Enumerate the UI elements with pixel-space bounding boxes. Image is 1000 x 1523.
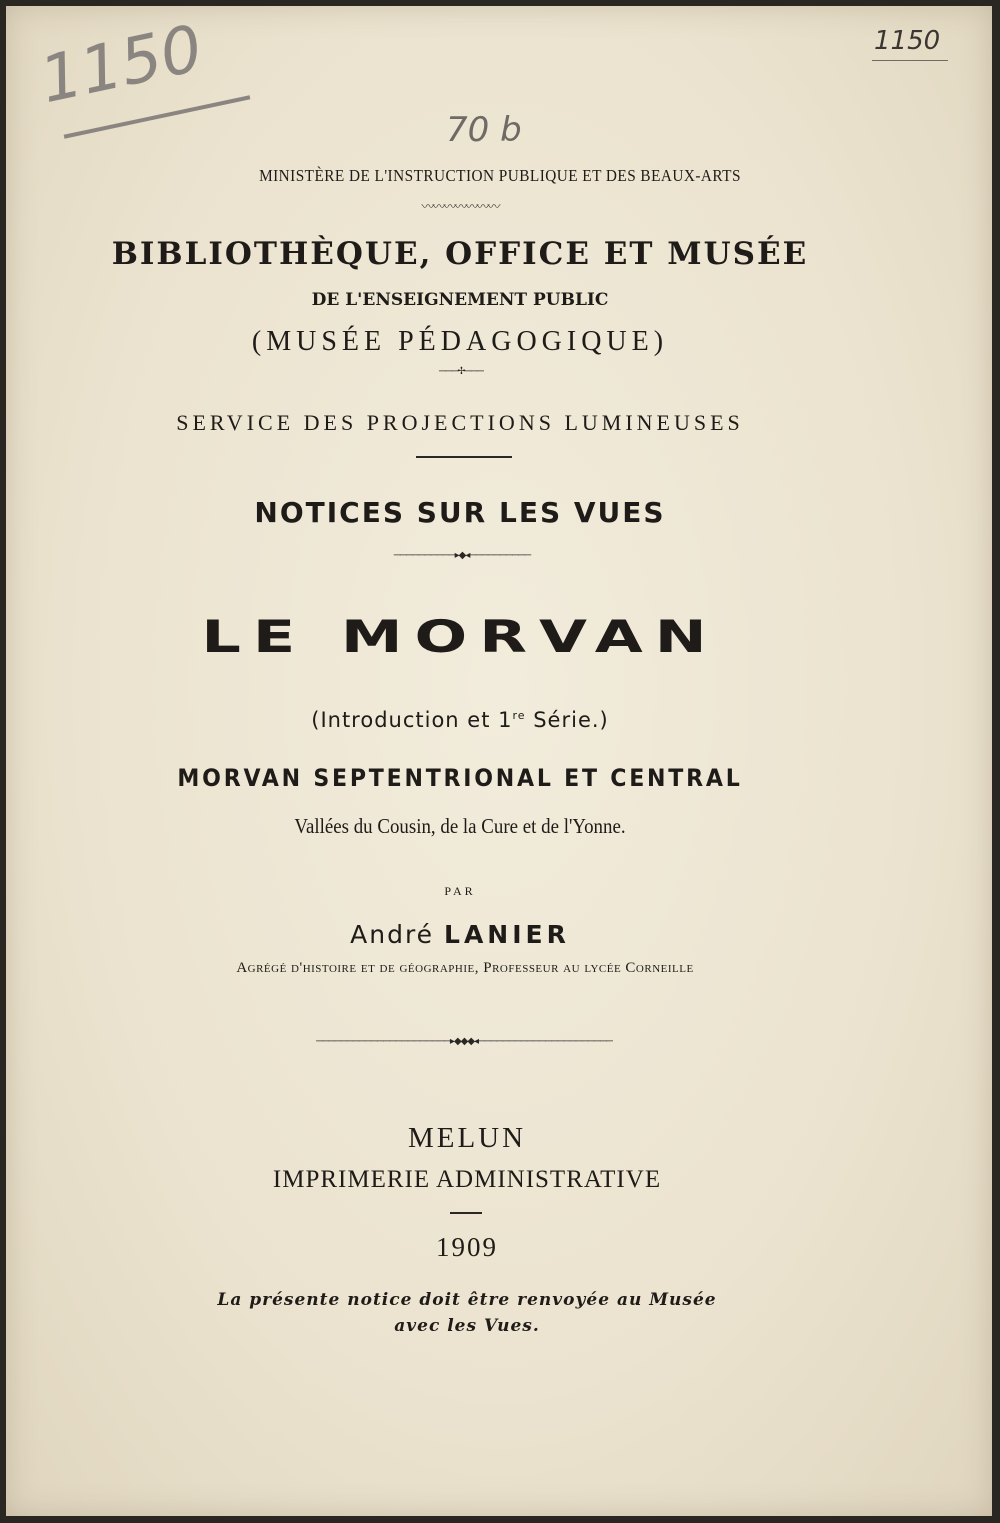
service-line: SERVICE DES PROJECTIONS LUMINEUSES <box>176 410 744 435</box>
intro-prefix: (Introduction et 1 <box>311 708 513 732</box>
imprint-city: MELUN <box>407 1122 527 1154</box>
author-credentials: Agrégé d'histoire et de géographie, Professeur au lycée Corneille <box>236 960 694 976</box>
notices-heading: NOTICES SUR LES VUES <box>254 496 666 529</box>
intro-suffix: Série.) <box>525 708 609 732</box>
wavy-ornament: 〰〰〰〰〰〰〰 <box>421 199 499 214</box>
intro-superscript: re <box>512 709 526 722</box>
handwritten-number-left: 1150 <box>34 11 209 119</box>
imprint-rule <box>450 1212 482 1214</box>
diamond-ornament: ──────────────────────▸◆◆◆◂────────────────────── <box>316 1036 612 1047</box>
handwritten-number-right: 1150 <box>874 26 941 56</box>
valleys-line: Vallées du Cousin, de la Cure et de l'Yonne. <box>294 814 626 838</box>
main-title: LE MORVAN <box>201 610 719 663</box>
small-ornament: ───✢─── <box>439 366 483 377</box>
handwritten-underline <box>872 60 948 61</box>
institution-subtitle: DE L'ENSEIGNEMENT PUBLIC <box>311 290 609 310</box>
handwritten-shelf-mark: 70 b <box>446 110 522 150</box>
return-notice-line1: La présente notice doit être renvoyée au Musée <box>217 1290 717 1310</box>
arrow-ornament: ──────────▸◆◂────────── <box>393 550 531 561</box>
separator-rule <box>416 456 512 458</box>
subtitle: MORVAN SEPTENTRIONAL ET CENTRAL <box>177 764 743 792</box>
institution-title: BIBLIOTHÈQUE, OFFICE ET MUSÉE <box>111 236 809 272</box>
imprint-printer: IMPRIMERIE ADMINISTRATIVE <box>272 1166 662 1193</box>
par-label: PAR <box>444 884 476 898</box>
museum-name: (MUSÉE PÉDAGOGIQUE) <box>251 326 669 357</box>
imprint-year: 1909 <box>436 1232 498 1262</box>
return-notice-line2: avec les Vues. <box>394 1316 540 1336</box>
author-last-name: LANIER <box>444 920 570 949</box>
author-first-name: André <box>350 920 435 949</box>
intro-series <box>0 708 960 732</box>
author-name <box>0 920 960 949</box>
ministry-line: MINISTÈRE DE L'INSTRUCTION PUBLIQUE ET DES BEAUX-ARTS <box>259 166 741 185</box>
